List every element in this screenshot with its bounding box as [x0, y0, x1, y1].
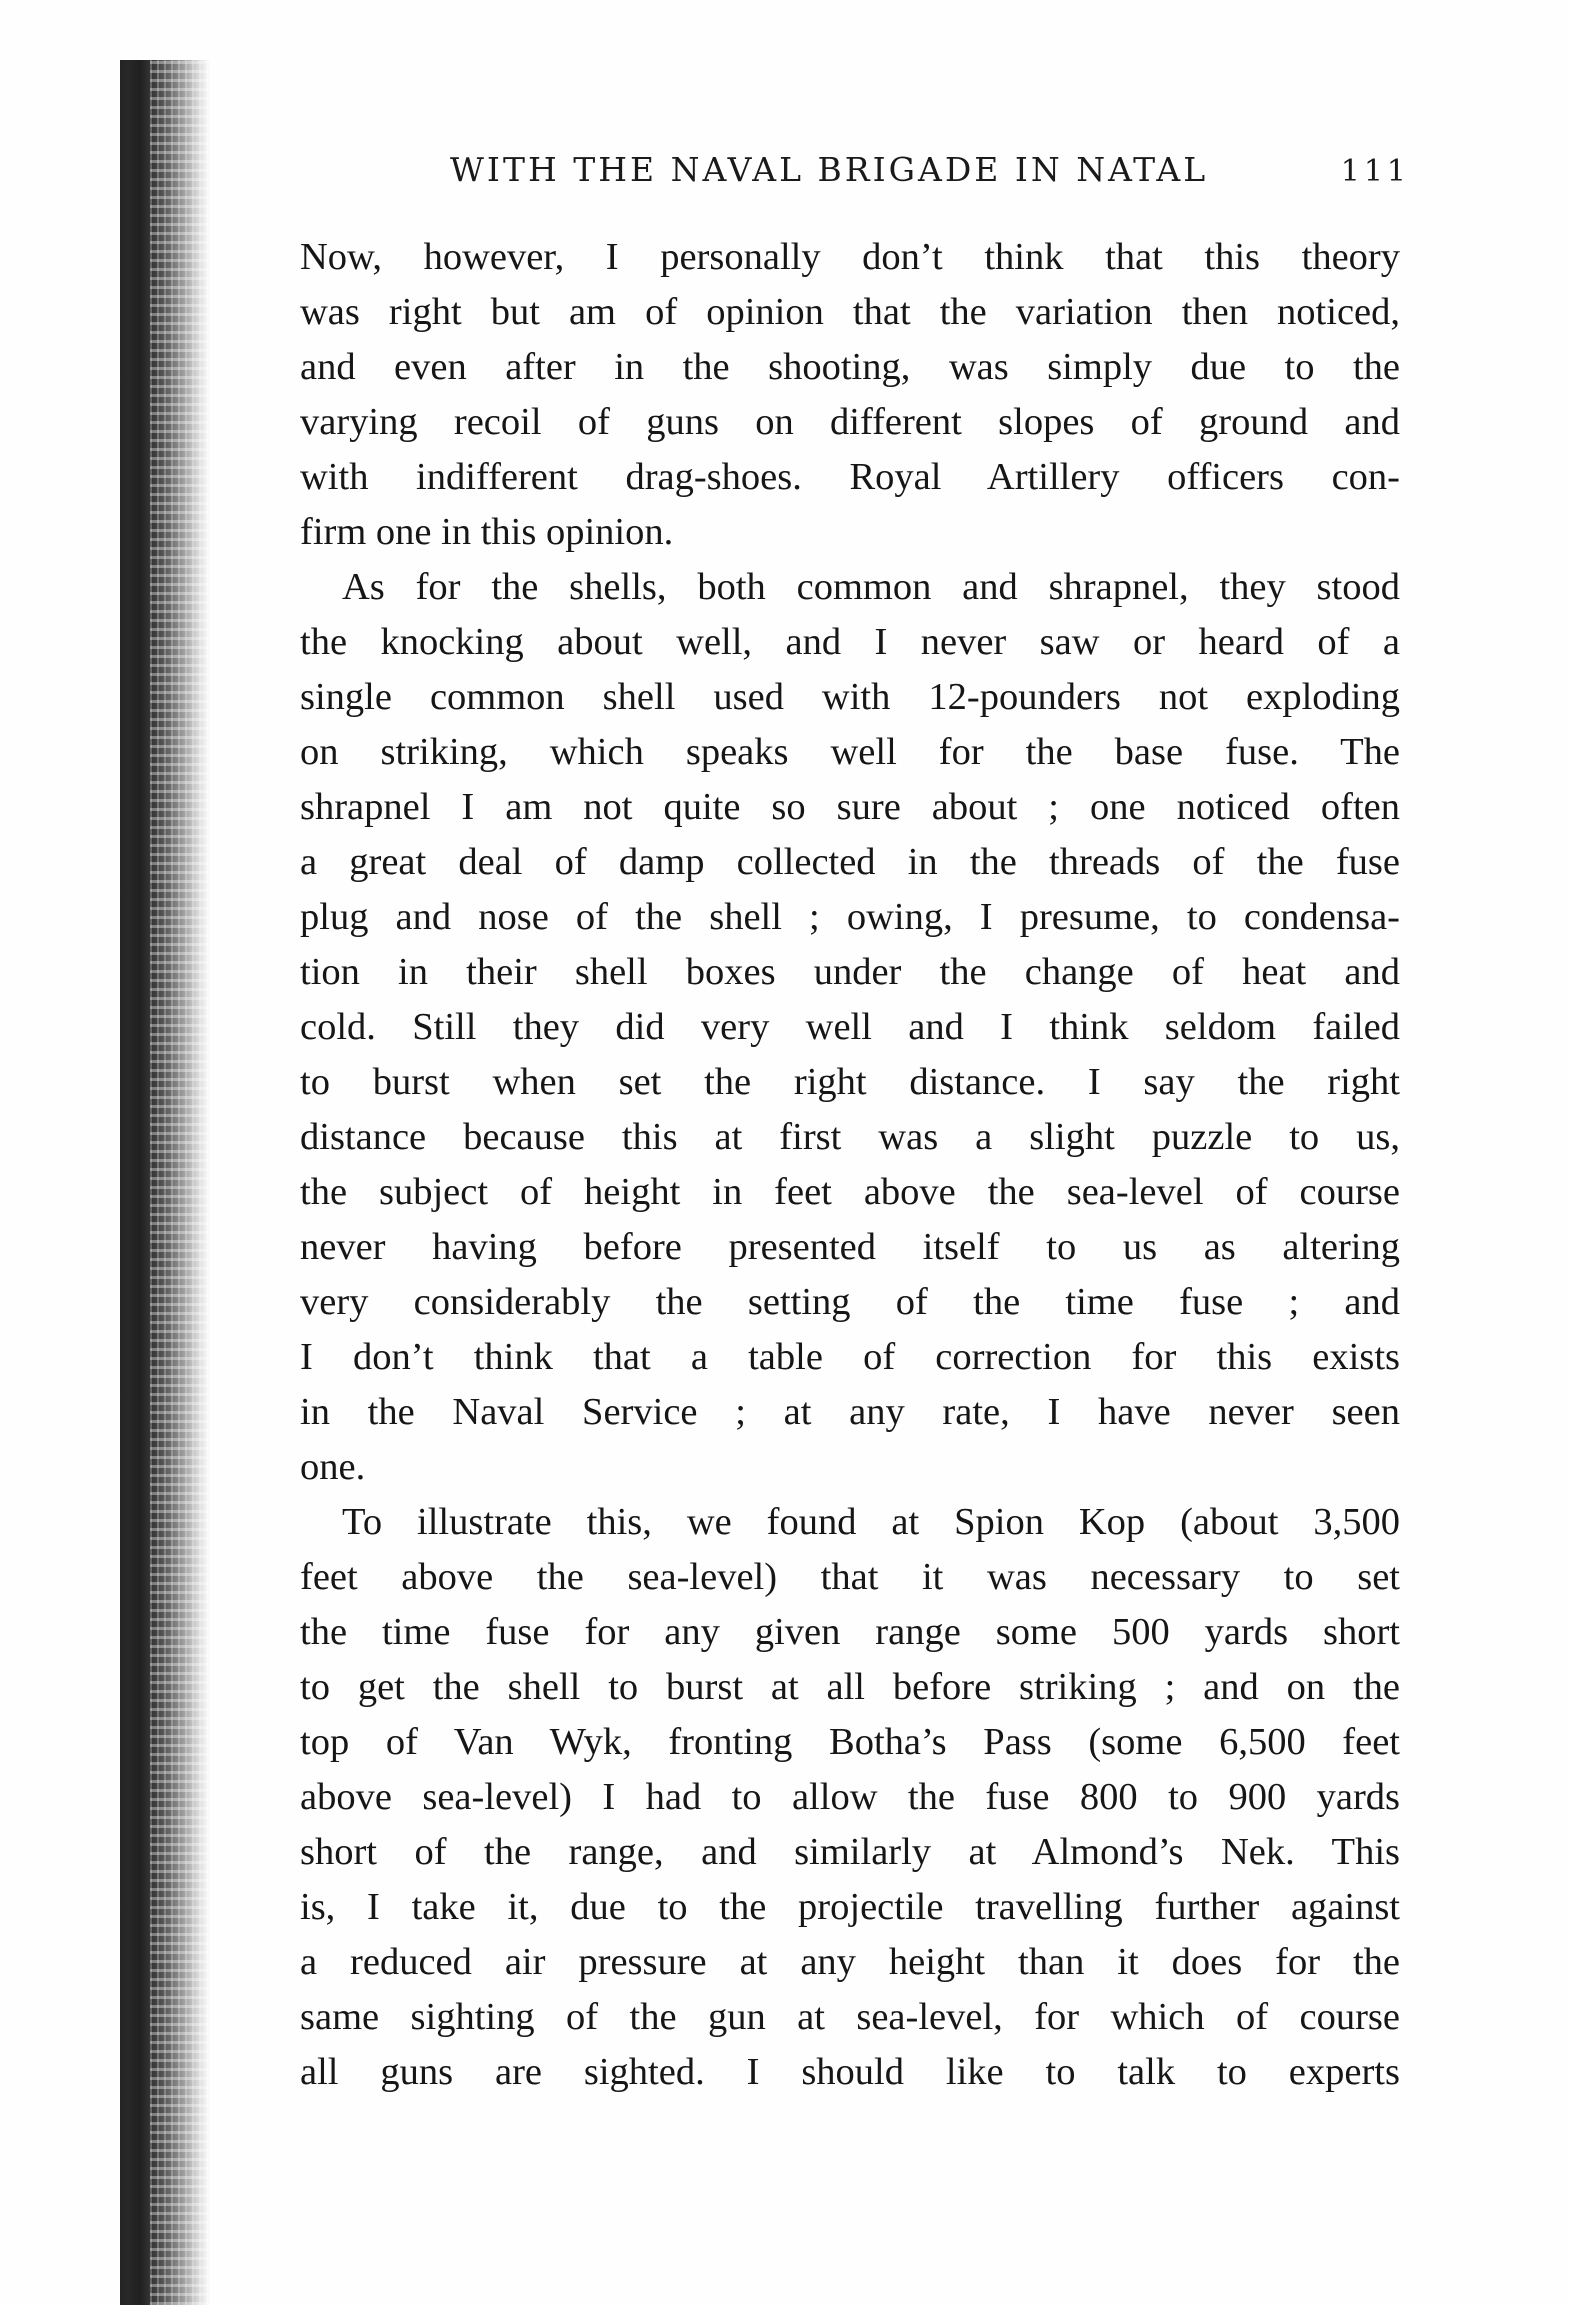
text-line: single common shell used with 12-pounders not exploding	[300, 676, 1400, 718]
text-line: To illustrate this, we found at Spion Kop (about 3,500	[342, 1501, 1400, 1543]
page-number: 111	[1340, 154, 1410, 189]
text-line: in the Naval Service ; at any rate, I have never seen	[300, 1391, 1400, 1433]
paragraph-3	[300, 1495, 1400, 2100]
text-line: is, I take it, due to the projectile travelling further against	[300, 1886, 1400, 1928]
text-line: the time fuse for any given range some 500 yards short	[300, 1611, 1400, 1653]
text-line: same sighting of the gun at sea-level, for which of course	[300, 1996, 1400, 2038]
text-line: was right but am of opinion that the variation then noticed,	[300, 291, 1400, 333]
text-line: and even after in the shooting, was simply due to the	[300, 346, 1400, 388]
paragraph-2	[300, 560, 1400, 1495]
text-line: distance because this at first was a slight puzzle to us,	[300, 1116, 1400, 1158]
text-line: As for the shells, both common and shrapnel, they stood	[342, 566, 1400, 608]
running-title: WITH THE NAVAL BRIGADE IN NATAL	[450, 150, 1209, 189]
text-line: a reduced air pressure at any height than it does for the	[300, 1941, 1400, 1983]
text-line: never having before presented itself to us as altering	[300, 1226, 1400, 1268]
body-text	[300, 230, 1400, 2100]
text-line: shrapnel I am not quite so sure about ; one noticed often	[300, 786, 1400, 828]
paragraph-1	[300, 230, 1400, 560]
text-line: with indifferent drag-shoes. Royal Artillery officers con-	[300, 456, 1400, 498]
text-line: plug and nose of the shell ; owing, I presume, to condensa-	[300, 896, 1400, 938]
text-line: all guns are sighted. I should like to talk to experts	[300, 2051, 1400, 2093]
text-line: short of the range, and similarly at Almond’s Nek. This	[300, 1831, 1400, 1873]
text-line: Now, however, I personally don’t think that this theory	[300, 236, 1400, 278]
text-line: top of Van Wyk, fronting Botha’s Pass (some 6,500 feet	[300, 1721, 1400, 1763]
text-line: one.	[300, 1446, 366, 1488]
text-line: very considerably the setting of the time fuse ; and	[300, 1281, 1400, 1323]
text-line: tion in their shell boxes under the change of heat and	[300, 951, 1400, 993]
text-line: varying recoil of guns on different slopes of ground and	[300, 401, 1400, 443]
text-line: feet above the sea-level) that it was necessary to set	[300, 1556, 1400, 1598]
text-line: above sea-level) I had to allow the fuse 800 to 900 yards	[300, 1776, 1400, 1818]
text-line: the knocking about well, and I never saw or heard of a	[300, 621, 1400, 663]
text-line: on striking, which speaks well for the base fuse. The	[300, 731, 1400, 773]
text-line: to get the shell to burst at all before striking ; and on the	[300, 1666, 1400, 1708]
text-line: a great deal of damp collected in the threads of the fuse	[300, 841, 1400, 883]
text-line: the subject of height in feet above the sea-level of course	[300, 1171, 1400, 1213]
text-line: firm one in this opinion.	[300, 511, 674, 553]
page-header	[300, 150, 1410, 210]
text-line: to burst when set the right distance. I say the right	[300, 1061, 1400, 1103]
text-line: cold. Still they did very well and I think seldom failed	[300, 1006, 1400, 1048]
text-line: I don’t think that a table of correction for this exists	[300, 1336, 1400, 1378]
binding-texture	[150, 60, 210, 2305]
